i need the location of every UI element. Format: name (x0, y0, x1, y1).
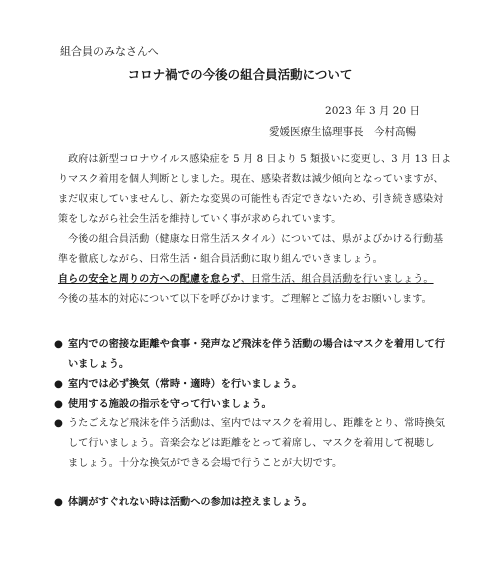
list-item-line: 使用する施設の指示を守って行いましょう。 (68, 398, 272, 410)
list-item (54, 414, 445, 474)
list-item-line: 体調がすぐれない時は活動への参加は控えましょう。 (68, 496, 313, 508)
paragraph-1-line-1: 政府は新型コロナウイルス感染症を 5 月 8 日より 5 類扱いに変更し、3 月 13 日よ (58, 154, 452, 165)
document-title: コロナ禍での今後の組合員活動について (127, 67, 353, 82)
paragraph-2-line-1: 今後の組合員活動（健康な日常生活スタイル）については、県がよびかける行動基 (58, 234, 444, 245)
bullet-marker: ● (54, 338, 63, 350)
list-item-line: して行いましょう。音楽会などは距離をとって着席し、マスクを着用して視聴し (68, 438, 435, 449)
list-item (54, 492, 434, 512)
salutation: 組合員のみなさんへ (60, 45, 159, 58)
list-item (54, 374, 434, 394)
bullet-marker: ● (54, 496, 63, 508)
list-item (54, 334, 445, 374)
author-line: 愛媛医療生協理事長 今村高暢 (269, 126, 416, 138)
list-item (54, 394, 434, 414)
bullet-marker: ● (54, 418, 63, 429)
bullet-marker: ● (54, 378, 63, 390)
paragraph-3-rest: 、日常生活、組合員活動を行いましょう。 (240, 274, 434, 285)
emphasis-text: 自らの安全と周りの方への配慮を怠らず (58, 274, 241, 285)
guideline-list (54, 334, 445, 512)
paragraph-4: 今後の基本的対応について以下を呼びかけます。ご理解とご協力をお願いします。 (58, 294, 432, 305)
list-item-line: 室内では必ず換気（常時・適時）を行いましょう。 (68, 378, 303, 390)
list-item-line: 室内での密接な距離や食事・発声など飛沫を伴う活動の場合はマスクを着用して行 (68, 338, 445, 350)
spacer (54, 474, 434, 492)
paragraph-1-line-4: 策をしながら社会生活を維持していく事が求められています。 (58, 214, 342, 225)
list-item-line: ましょう。十分な換気ができる会場で行うことが大切です。 (68, 458, 343, 469)
paragraph-3 (58, 270, 434, 290)
paragraph-1-line-3: まだ収束していませんし、新たな変異の可能性も否定できないため、引き続き感染対 (58, 194, 444, 205)
list-item-line: うたごえなど飛沫を伴う活動は、室内ではマスクを着用し、距離をとり、常時換気 (68, 418, 445, 429)
paragraph-2-line-2: 準を徹底しながら、日常生活・組合員活動に取り組んでいきましょう。 (58, 254, 383, 265)
bullet-marker: ● (54, 398, 63, 410)
list-item-line: いましょう。 (68, 358, 130, 370)
paragraph-1-line-2: りマスク着用を個人判断としました。現在、感染者数は減少傾向となっていますが、 (58, 174, 444, 185)
issue-date: 2023 年 3 月 20 日 (325, 105, 420, 117)
